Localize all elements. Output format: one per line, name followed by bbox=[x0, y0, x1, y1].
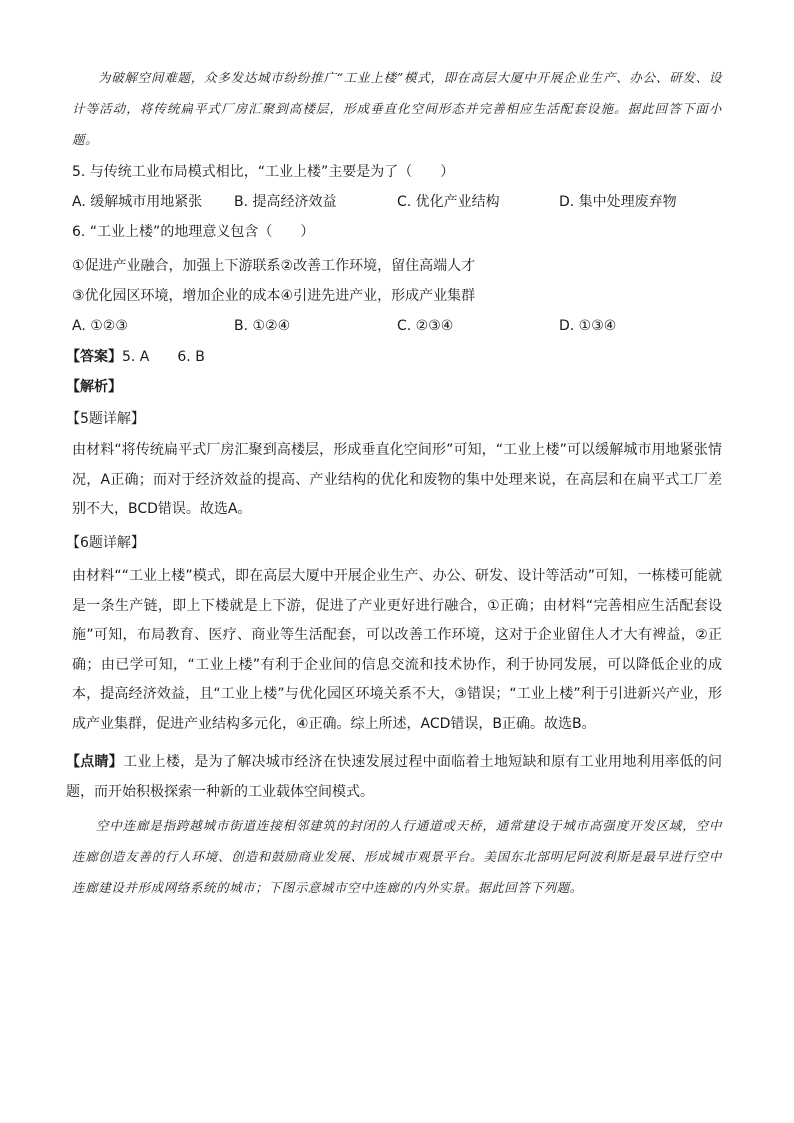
detail-5-text: 由材料“将传统扁平式厂房汇聚到高楼层，形成垂直化空间形”可知，“工业上楼”可以缓解城市用地紧张情况，A正确；而对于经济效益的提高、产业结构的优化和废物的集中处理来说，在高层和在扁平式工厂差别不大，BCD错误。故选A。 bbox=[72, 442, 722, 517]
detail-5-heading: 【5题详解】 bbox=[66, 411, 145, 427]
question-5-option-c: C. 优化产业结构 bbox=[397, 194, 500, 210]
question-5-option-a: A. 缓解城市用地紧张 bbox=[72, 194, 203, 210]
material-paragraph-2: 空中连廊是指跨越城市街道连接相邻建筑的封闭的人行通道或天桥，通常建设于城市高强度开发区域，空中连廊创造友善的行人环境、创造和鼓励商业发展、形成城市观景平台。美国东北部明尼阿波利斯是最早进行空中连廊建设并形成网络系统的城市；下图示意城市空中连廊的内外实景。据此回答下列题。 bbox=[72, 818, 722, 895]
question-5-option-d: D. 集中处理废弃物 bbox=[559, 194, 677, 210]
answer-text: 5. A 6. B bbox=[122, 349, 205, 365]
question-6-option-c: C. ②③④ bbox=[397, 318, 454, 334]
question-6-stem: 6. “工业上楼”的地理意义包含（ ） bbox=[72, 224, 315, 240]
analysis-heading bbox=[66, 377, 122, 397]
analysis-tag: 【解析】 bbox=[66, 379, 122, 395]
answer-tag: 【答案】 bbox=[66, 349, 122, 365]
point-tag: 【点睛】 bbox=[66, 754, 124, 770]
detail-6-heading: 【6题详解】 bbox=[66, 535, 145, 551]
point-paragraph bbox=[66, 748, 722, 807]
question-5-option-b: B. 提高经济效益 bbox=[234, 194, 337, 210]
question-6-statement-line-2: ③优化园区环境，增加企业的成本④引进先进产业，形成产业集群 bbox=[72, 288, 476, 304]
material-paragraph-1: 为破解空间难题，众多发达城市纷纷推广“工业上楼”模式，即在高层大厦中开展企业生产、办公、研发、设计等活动，将传统扁平式厂房汇聚到高楼层，形成垂直化空间形态并完善相应生活配套设施。据此回答下面小题。 bbox=[72, 70, 722, 147]
question-6-option-b: B. ①②④ bbox=[234, 318, 291, 334]
question-6-option-a: A. ①②③ bbox=[72, 318, 128, 334]
detail-6-text: 由材料““工业上楼”模式，即在高层大厦中开展企业生产、办公、研发、设计等活动”可知，一栋楼可能就是一条生产链，即上下楼就是上下游，促进了产业更好进行融合，①正确；由材料“完善相应生活配套设施”可知，布局教育、医疗、商业等生活配套，可以改善工作环境，这对于企业留住人才大有裨益，②正确；由已学可知，“工业上楼”有利于企业间的信息交流和技术协作，利于协同发展，可以降低企业的成本，提高经济效益，且“工业上楼”与优化园区环境关系不大，③错误；“工业上楼”利于引进新兴产业，形成产业集群，促进产业结构多元化，④正确。综上所述，ACD错误，B正确。故选B。 bbox=[72, 568, 722, 732]
question-5-stem: 5. 与传统工业布局模式相比，“工业上楼”主要是为了（ ） bbox=[72, 164, 455, 180]
point-text: 工业上楼，是为了解决城市经济在快速发展过程中面临着土地短缺和原有工业用地利用率低的问题，而开始积极探索一种新的工业载体空间模式。 bbox=[66, 754, 723, 800]
answer-line bbox=[66, 347, 205, 367]
question-6-option-d: D. ①③④ bbox=[559, 318, 617, 334]
question-6-statement-line-1: ①促进产业融合，加强上下游联系②改善工作环境，留住高端人才 bbox=[72, 258, 476, 274]
